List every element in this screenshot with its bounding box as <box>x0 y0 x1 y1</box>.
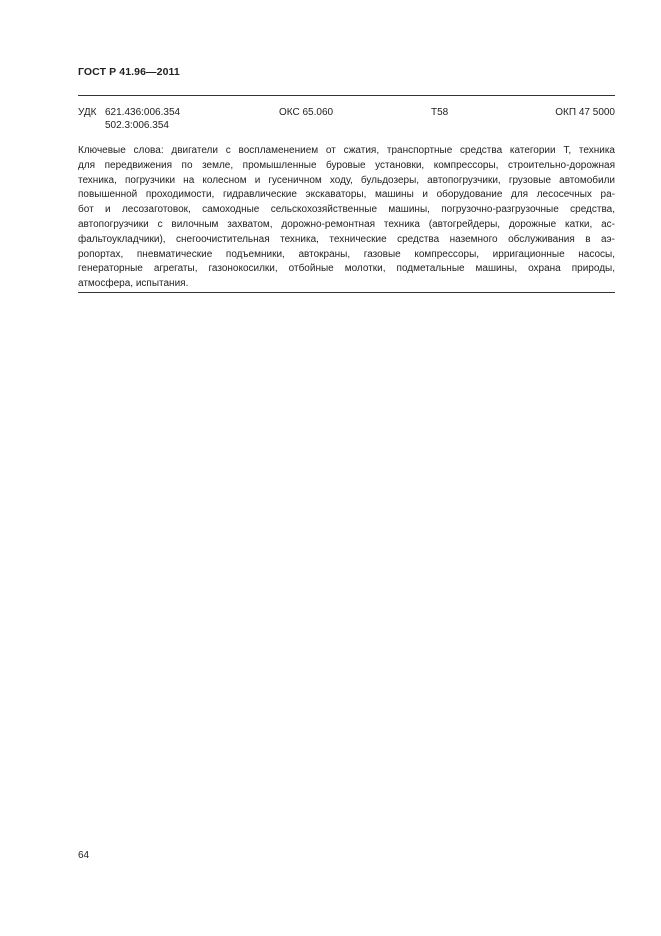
t-code: Т58 <box>431 107 449 118</box>
keywords-line: бот и лесозаготовок, самоходные сельскохозяйственные машины, погрузочно-разгрузочные средства, <box>78 204 615 216</box>
keywords-line: Ключевые слова: двигатели с воспламенением от сжатия, транспортные средства категории Т, техника <box>78 145 615 156</box>
bottom-divider <box>78 292 615 293</box>
udk-label: УДК <box>78 107 97 118</box>
udk-value: 621.436:006.354 <box>105 107 181 118</box>
okp-code: ОКП 47 5000 <box>555 107 615 118</box>
document-title: ГОСТ Р 41.96—2011 <box>78 66 180 78</box>
keywords-line: для передвижения по земле, промышленные буровые установки, компрессоры, строительно-дорожная <box>78 159 615 171</box>
keywords-line: атмосфера, испытания. <box>78 278 189 290</box>
keywords-line: техника, погрузчики на колесном и гусеничном ходу, бульдозеры, автопогрузчики, грузовые автомобили <box>78 174 615 186</box>
classification-codes <box>78 106 615 134</box>
udk-value: 502.3:006.354 <box>105 120 169 131</box>
udk-values <box>105 106 180 132</box>
page-number: 64 <box>78 850 90 861</box>
top-divider <box>78 95 615 96</box>
keywords-line: генераторные агрегаты, газонокосилки, отбойные молотки, подметальные машины, охрана природы, <box>78 263 615 275</box>
oks-code: ОКС 65.060 <box>279 107 334 118</box>
keywords-line: повышенной проходимости, гидравлические экскаваторы, машины и оборудование для лесосечных ра- <box>78 189 615 201</box>
keywords-line: ропортах, пневматические подъемники, автокраны, газовые компрессоры, ирригационные насосы, <box>78 248 615 260</box>
keywords-paragraph <box>78 144 615 292</box>
keywords-line: автопогрузчики с вилочным захватом, дорожно-ремонтная техника (автогрейдеры, дорожные катки, ас- <box>78 218 615 230</box>
keywords-line: фальтоукладчики), снегоочистительная техника, технические средства наземного обслуживания в аэ- <box>78 233 615 245</box>
